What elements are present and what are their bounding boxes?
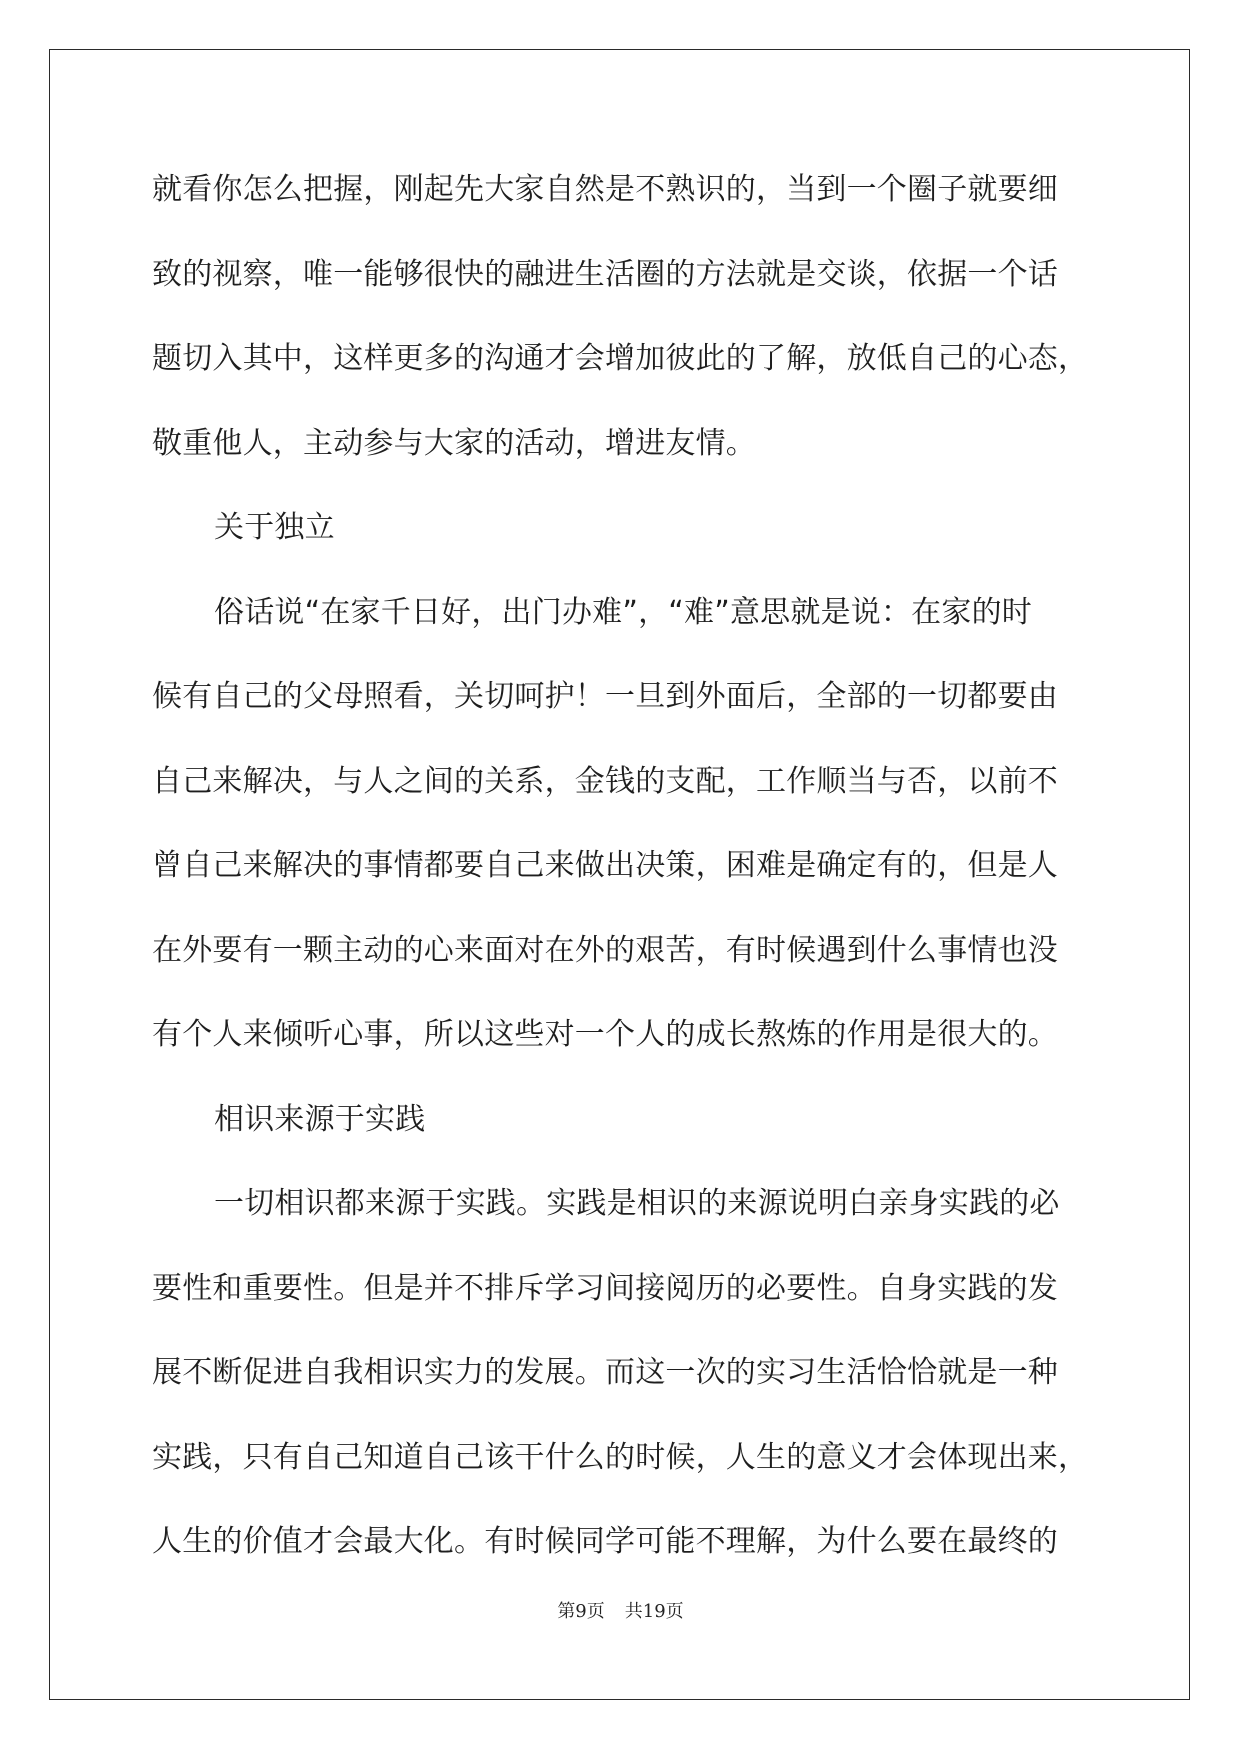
- text-line: 有个人来倾听心事，所以这些对一个人的成长熬炼的作用是很大的。: [152, 1017, 1058, 1052]
- text-line: 敬重他人，主动参与大家的活动，增进友情。: [152, 425, 756, 461]
- text-line: 自己来解决，与人之间的关系，金钱的支配，工作顺当与否，以前不: [152, 763, 1058, 799]
- text-line: 就看你怎么把握，刚起先大家自然是不熟识的，当到一个圈子就要细: [152, 172, 1058, 207]
- text-line: 候有自己的父母照看，关切呵护！一旦到外面后，全部的一切都要由: [152, 679, 1058, 714]
- page-number-total: 共19页: [624, 1601, 684, 1622]
- document-body: [152, 162, 1092, 1599]
- page-footer: [0, 1597, 1241, 1623]
- text-line: 致的视察，唯一能够很快的融进生活圈的方法就是交谈，依据一个话: [152, 256, 1058, 292]
- text-line: 曾自己来解决的事情都要自己来做出决策，困难是确定有的，但是人: [152, 848, 1058, 883]
- text-line: 展不断促进自我相识实力的发展。而这一次的实习生活恰恰就是一种: [152, 1355, 1058, 1390]
- section-heading-independence: 关于独立: [214, 510, 335, 545]
- text-line: 一切相识都来源于实践。实践是相识的来源说明白亲身实践的必: [214, 1186, 1060, 1221]
- text-line: 人生的价值才会最大化。有时候同学可能不理解，为什么要在最终的: [152, 1524, 1058, 1559]
- section-heading-practice: 相识来源于实践: [214, 1101, 426, 1137]
- page-number-current: 第9页: [557, 1601, 605, 1622]
- text-line: 实践，只有自己知道自己该干什么的时候，人生的意义才会体现出来，: [152, 1439, 1089, 1475]
- text-line: 要性和重要性。但是并不排斥学习间接阅历的必要性。自身实践的发: [152, 1270, 1058, 1306]
- text-line: 俗话说“在家千日好，出门办难”，“难”意思就是说：在家的时: [214, 594, 1032, 630]
- text-line: 在外要有一颗主动的心来面对在外的艰苦，有时候遇到什么事情也没: [152, 932, 1058, 968]
- text-line: 题切入其中，这样更多的沟通才会增加彼此的了解，放低自己的心态，: [152, 341, 1089, 376]
